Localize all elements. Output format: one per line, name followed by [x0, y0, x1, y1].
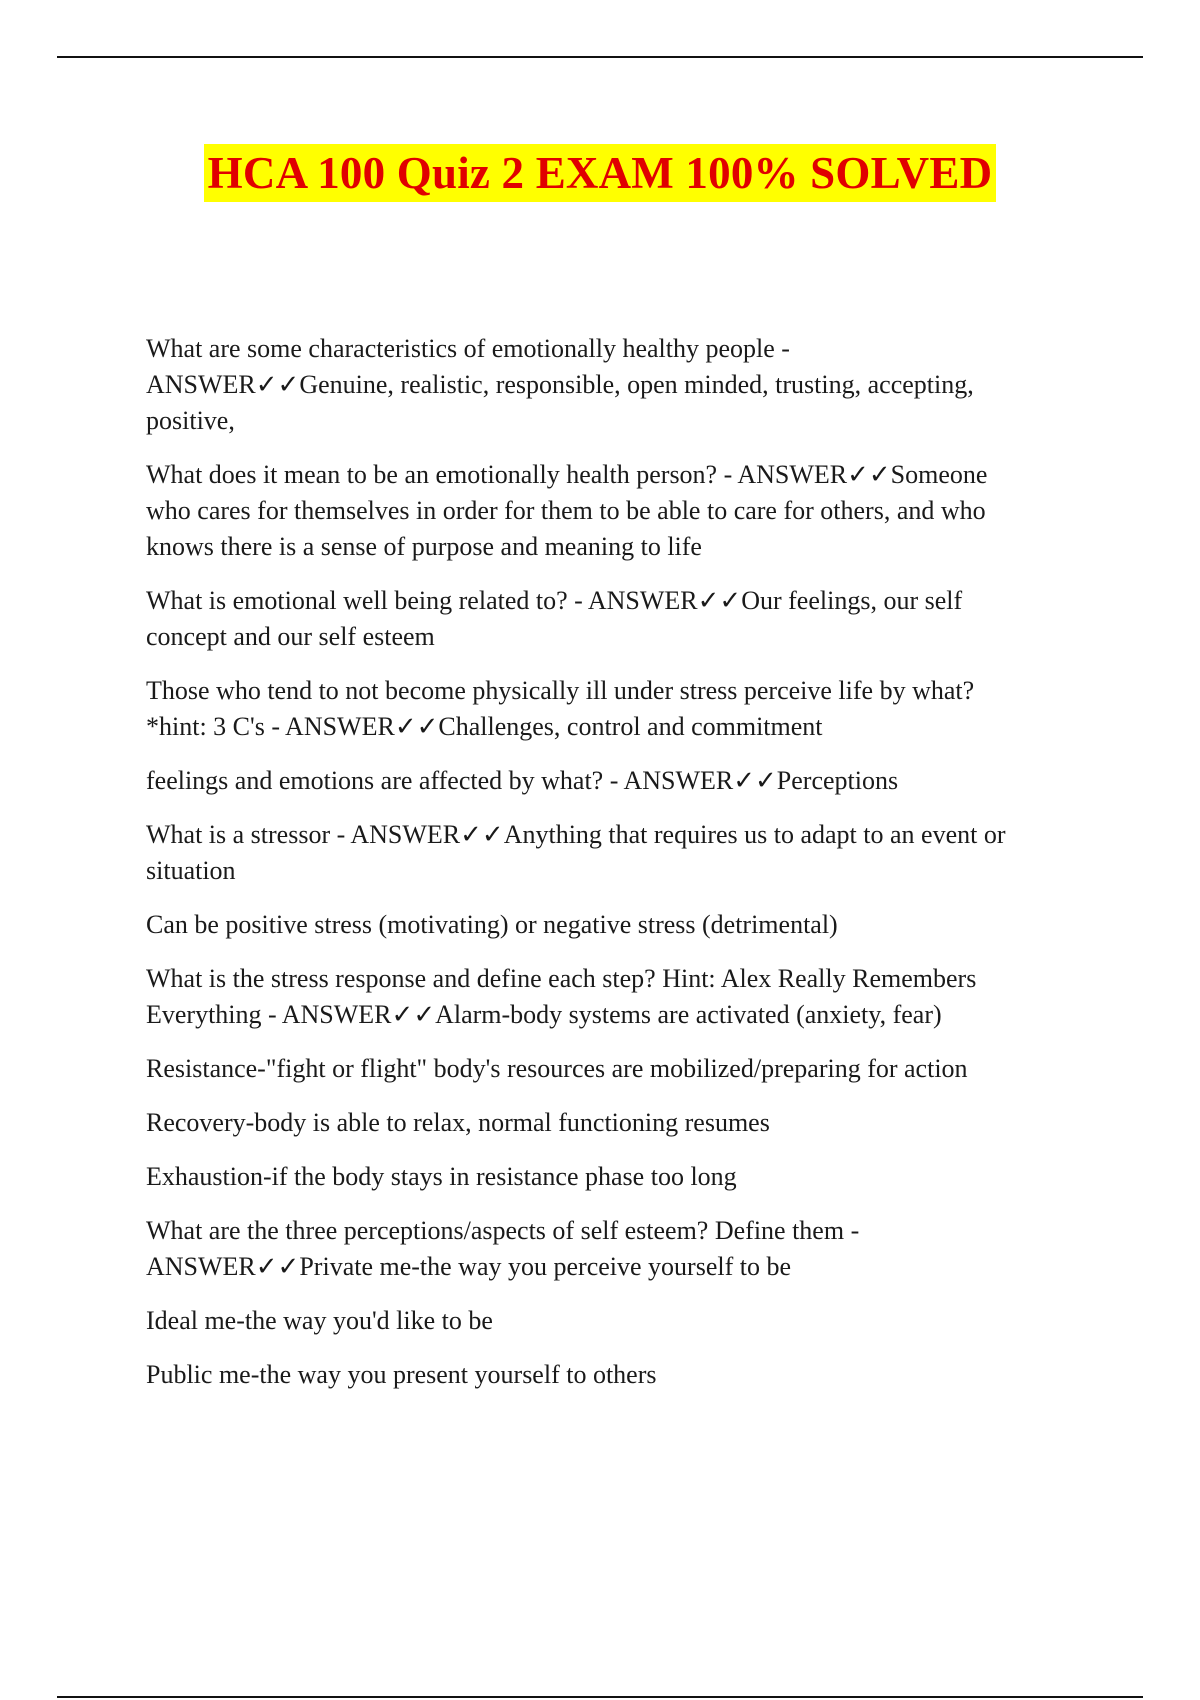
qa-paragraph	[146, 673, 1086, 745]
text-line: What is emotional well being related to? - ANSWER✓✓Our feelings, our self	[146, 586, 963, 615]
text-line: What are some characteristics of emotionally healthy people -	[146, 334, 790, 363]
text-line: What does it mean to be an emotionally health person? - ANSWER✓✓Someone	[146, 460, 988, 489]
text-line: Exhaustion-if the body stays in resistance phase too long	[146, 1162, 737, 1191]
text-line: Public me-the way you present yourself to others	[146, 1360, 657, 1389]
text-line: positive,	[146, 406, 235, 435]
text-line: knows there is a sense of purpose and meaning to life	[146, 532, 702, 561]
qa-paragraph	[146, 1105, 1086, 1141]
qa-paragraph	[146, 1303, 1086, 1339]
qa-paragraph	[146, 331, 1086, 439]
qa-paragraph	[146, 907, 1086, 943]
qa-content	[146, 331, 1086, 1411]
text-line: situation	[146, 856, 236, 885]
qa-paragraph	[146, 961, 1086, 1033]
qa-paragraph	[146, 763, 1086, 799]
text-line: ANSWER✓✓Genuine, realistic, responsible, open minded, trusting, accepting,	[146, 370, 974, 399]
qa-paragraph	[146, 1159, 1086, 1195]
text-line: who cares for themselves in order for them to be able to care for others, and who	[146, 496, 986, 525]
text-line: Resistance-"fight or flight" body's resources are mobilized/preparing for action	[146, 1054, 968, 1083]
page-title: HCA 100 Quiz 2 EXAM 100% SOLVED	[204, 144, 997, 202]
text-line: ANSWER✓✓Private me-the way you perceive yourself to be	[146, 1252, 791, 1281]
text-line: Everything - ANSWER✓✓Alarm-body systems are activated (anxiety, fear)	[146, 1000, 942, 1029]
qa-paragraph	[146, 817, 1086, 889]
text-line: Can be positive stress (motivating) or negative stress (detrimental)	[146, 910, 838, 939]
text-line: feelings and emotions are affected by what? - ANSWER✓✓Perceptions	[146, 766, 899, 795]
text-line: What are the three perceptions/aspects of self esteem? Define them -	[146, 1216, 860, 1245]
text-line: What is the stress response and define each step? Hint: Alex Really Remembers	[146, 964, 977, 993]
text-line: concept and our self esteem	[146, 622, 435, 651]
text-line: What is a stressor - ANSWER✓✓Anything that requires us to adapt to an event or	[146, 820, 1006, 849]
qa-paragraph	[146, 457, 1086, 565]
qa-paragraph	[146, 1213, 1086, 1285]
text-line: Ideal me-the way you'd like to be	[146, 1306, 493, 1335]
qa-paragraph	[146, 1357, 1086, 1393]
qa-paragraph	[146, 1051, 1086, 1087]
top-rule	[57, 56, 1143, 58]
title-container	[0, 144, 1200, 202]
text-line: *hint: 3 C's - ANSWER✓✓Challenges, control and commitment	[146, 712, 823, 741]
text-line: Those who tend to not become physically ill under stress perceive life by what?	[146, 676, 975, 705]
text-line: Recovery-body is able to relax, normal functioning resumes	[146, 1108, 770, 1137]
bottom-rule	[57, 1696, 1143, 1698]
qa-paragraph	[146, 583, 1086, 655]
